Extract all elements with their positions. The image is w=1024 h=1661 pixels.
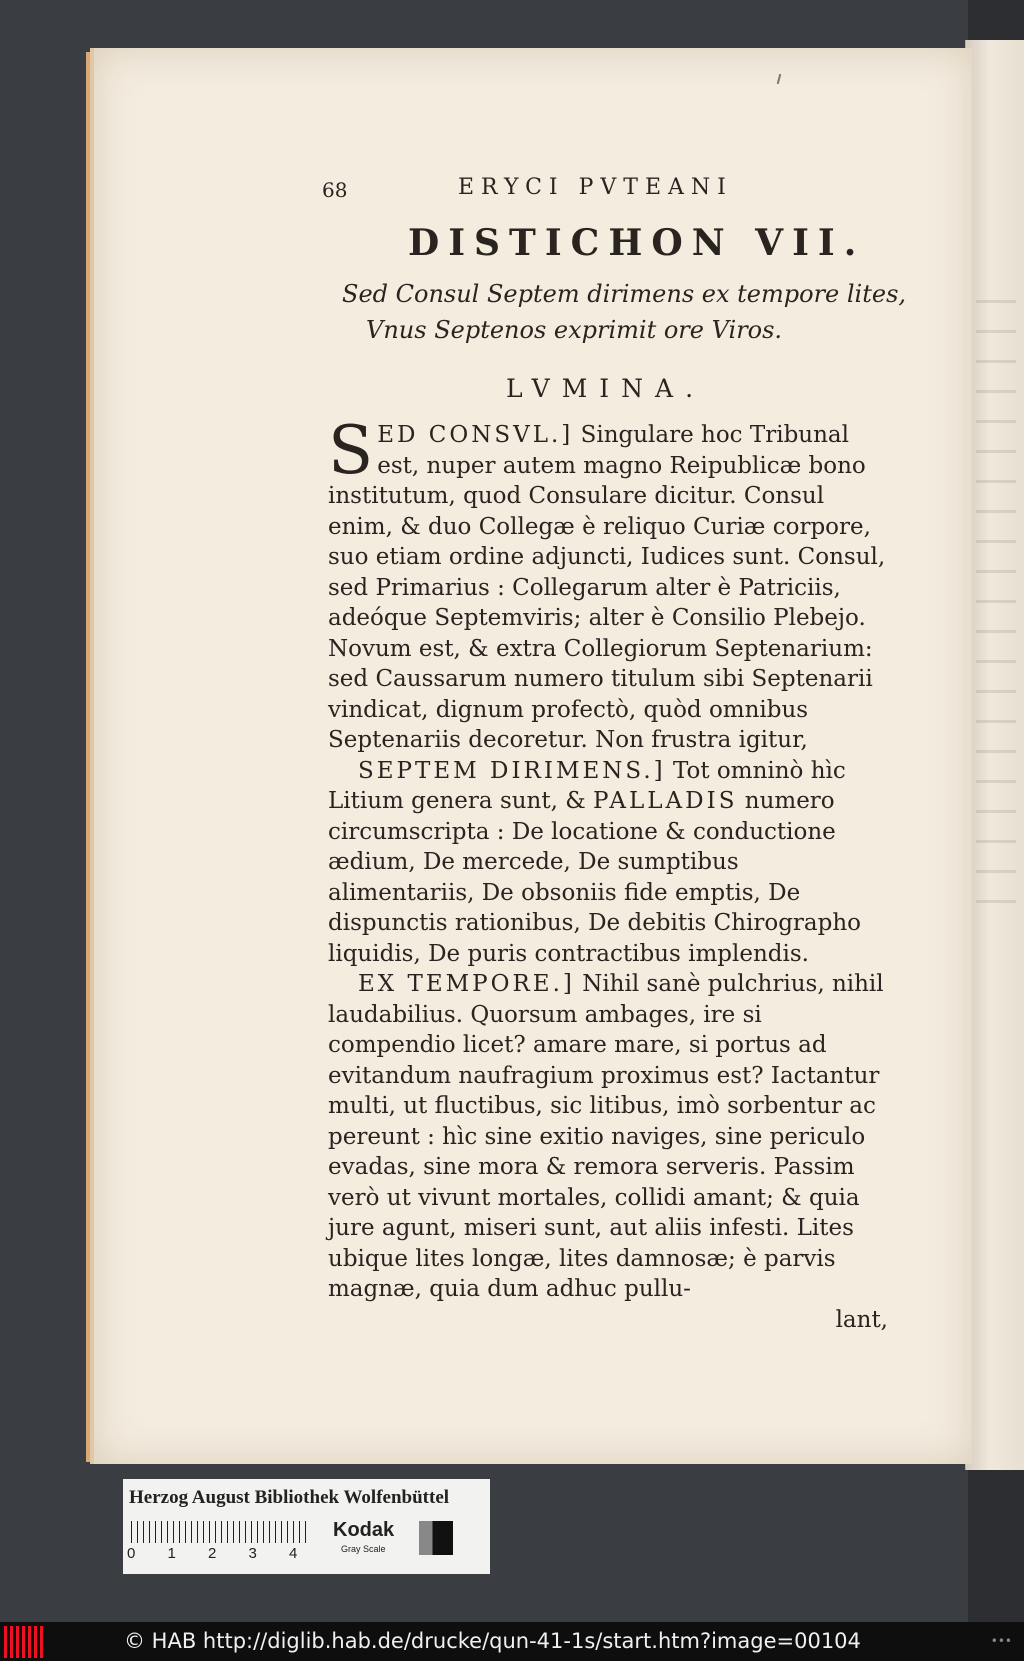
paragraph-2-caps: PALLADIS	[593, 788, 738, 814]
lemma-3: EX TEMPORE.]	[358, 971, 575, 997]
lemma-1: ED CONSVL.]	[377, 422, 574, 448]
paragraph-1	[328, 412, 888, 756]
section-title: LVMINA.	[506, 374, 706, 403]
chapter-heading: DISTICHON VII.	[408, 222, 866, 264]
body-text	[328, 412, 888, 1335]
gray-scale-patch	[419, 1521, 453, 1555]
ruler-ticks	[131, 1521, 311, 1543]
ruler-numbers: 0 1 2 3 4	[127, 1545, 298, 1562]
library-label: Herzog August Bibliothek Wolfenbüttel	[129, 1487, 450, 1508]
paragraph-2	[328, 756, 888, 970]
paragraph-2-text-b: numero circumscripta : De locatione & conductione ædium, De mercede, De sumptibus alimentariis, De obsoniis fide emptis, De dispunctis rationibus, De debitis Chirographo liquidis, De puris contractibus implendis.	[328, 788, 862, 967]
facing-page-bleed	[976, 300, 1016, 920]
kodak-subtitle: Gray Scale	[341, 1544, 386, 1554]
paragraph-2-text-a: Tot omninò hìc Litium genera sunt, &	[328, 757, 846, 814]
verse-line-2: Vnus Septenos exprimit ore Viros.	[366, 316, 783, 344]
hab-logo-icon	[4, 1626, 46, 1658]
paragraph-1-text: Singulare hoc Tribunal est, nuper autem magno Reipublicæ bono institutum, quod Consulare dicitur. Consul enim, & duo Collegæ è reliquo Curiæ corpore, suo etiam ordine adjuncti, Iudices sunt. Consul, sed Primarius : Collegarum alter è Patriciis, adeóque Septemviris; alter è Consilio Plebejo. Novum est, & extra Collegiorum Septenarium: sed Caussarum numero titulum sibi Septenarii vindicat, dignum profectò, quòd omnibus Septenariis decoretur. Non frustra igitur,	[328, 422, 886, 753]
drop-cap: S	[328, 412, 374, 489]
running-title: ERYCI PVTEANI	[458, 175, 733, 200]
color-scale-card	[123, 1479, 490, 1574]
more-menu-icon[interactable]: •••	[990, 1634, 1012, 1648]
catchword: lant,	[835, 1306, 888, 1333]
footer-bar	[0, 1622, 1024, 1661]
footer-copyright-link[interactable]: © HAB http://diglib.hab.de/drucke/qun-41-1s/start.htm?image=00104	[124, 1629, 861, 1653]
verse-line-1: Sed Consul Septem dirimens ex tempore lites,	[342, 280, 907, 308]
lemma-2: SEPTEM DIRIMENS.]	[358, 757, 666, 784]
facing-page-edge	[965, 40, 1024, 1470]
page-number: 68	[322, 178, 348, 202]
kodak-logo: Kodak	[333, 1519, 395, 1541]
paragraph-3-text: Nihil sanè pulchrius, nihil laudabilius. Quorsum ambages, ire si compendio licet? amare mare, si portus ad evitandum naufragium proximus est? Iactantur multi, ut fluctibus, sic litibus, imò sorbentur ac pereunt : hìc sine exitio naviges, sine periculo evadas, sine mora & remora serveris. Passim verò ut vivunt mortales, collidi amant; & quia jure agunt, miseri sunt, aut aliis infesti. Lites ubique lites longæ, lites damnosæ; è parvis magnæ, quia dum adhuc pullu-	[328, 971, 884, 1302]
paragraph-3	[328, 969, 888, 1305]
